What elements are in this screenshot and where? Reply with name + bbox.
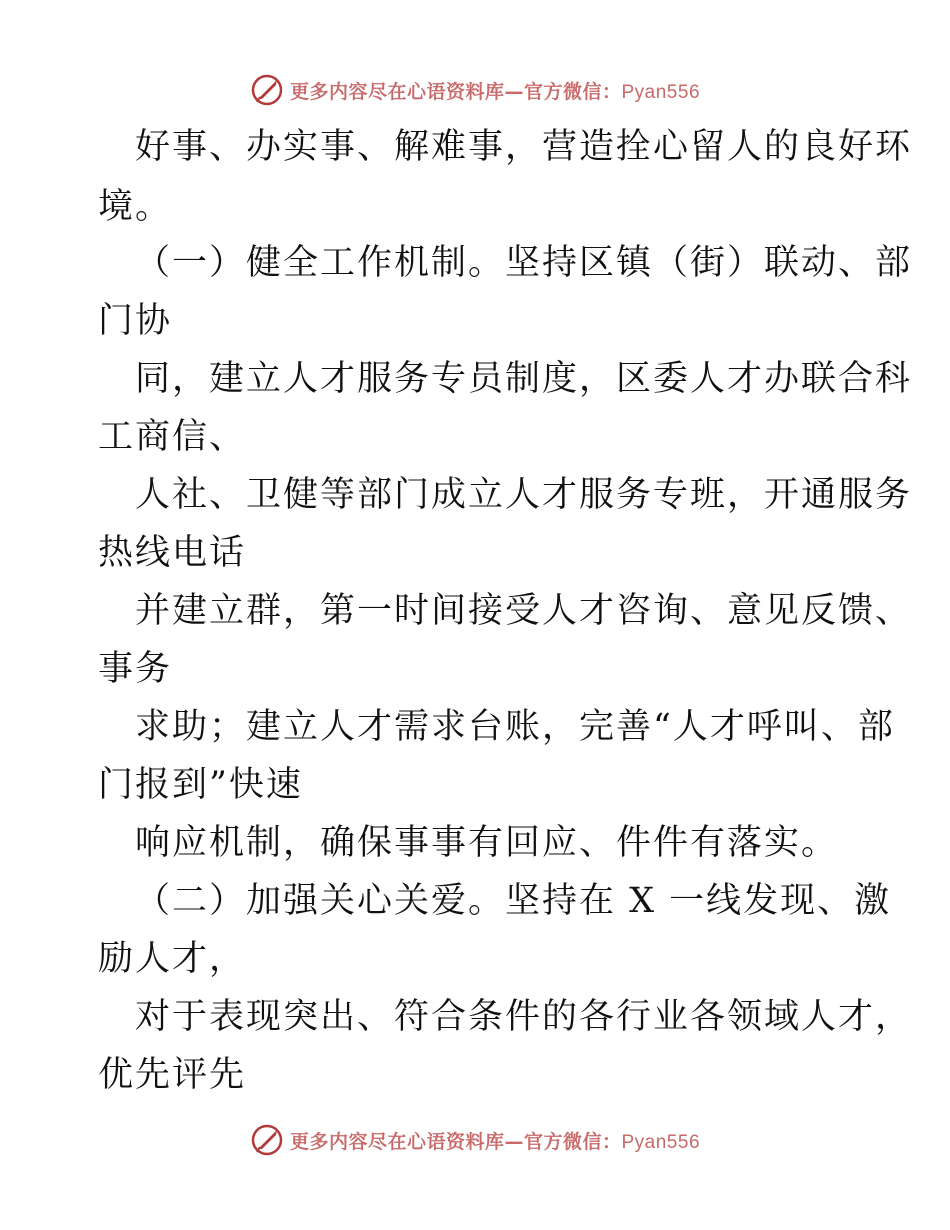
text-line: 励人才， — [98, 939, 247, 979]
watermark-text: 更多内容尽在心语资料库—官方微信：Pyan556 — [289, 1130, 701, 1153]
watermark-footer — [0, 1120, 950, 1160]
text-line: 响应机制，确保事事有回应、件件有落实。 — [135, 823, 839, 863]
text-line: 人社、卫健等部门成立人才服务专班，开通服务 — [135, 475, 913, 515]
text-line: 热线电话 — [98, 533, 247, 573]
text-line: 门报到”快速 — [98, 765, 303, 805]
text-line: 求助；建立人才需求台账，完善“人才呼叫、部 — [135, 707, 895, 747]
text-line: 境。 — [98, 187, 173, 227]
text-line: 工商信、 — [98, 417, 247, 457]
text-line: （一）健全工作机制。坚持区镇（街）联动、部 — [135, 243, 913, 283]
text-line: （二）加强关心关爱。坚持在 X 一线发现、激 — [135, 881, 892, 921]
text-line: 门协 — [98, 301, 173, 341]
text-line: 同，建立人才服务专员制度，区委人才办联合科 — [135, 359, 913, 399]
quill-logo-icon — [250, 1123, 284, 1157]
watermark-header — [0, 70, 950, 110]
text-line: 对于表现突出、符合条件的各行业各领域人才， — [135, 997, 913, 1037]
text-line: 并建立群，第一时间接受人才咨询、意见反馈、 — [135, 591, 913, 631]
text-line: 优先评先 — [98, 1055, 247, 1095]
quill-logo-icon — [250, 73, 284, 107]
text-line: 事务 — [98, 649, 173, 689]
watermark-text: 更多内容尽在心语资料库—官方微信：Pyan556 — [289, 80, 701, 103]
text-line: 好事、办实事、解难事，营造拴心留人的良好环 — [135, 127, 913, 167]
